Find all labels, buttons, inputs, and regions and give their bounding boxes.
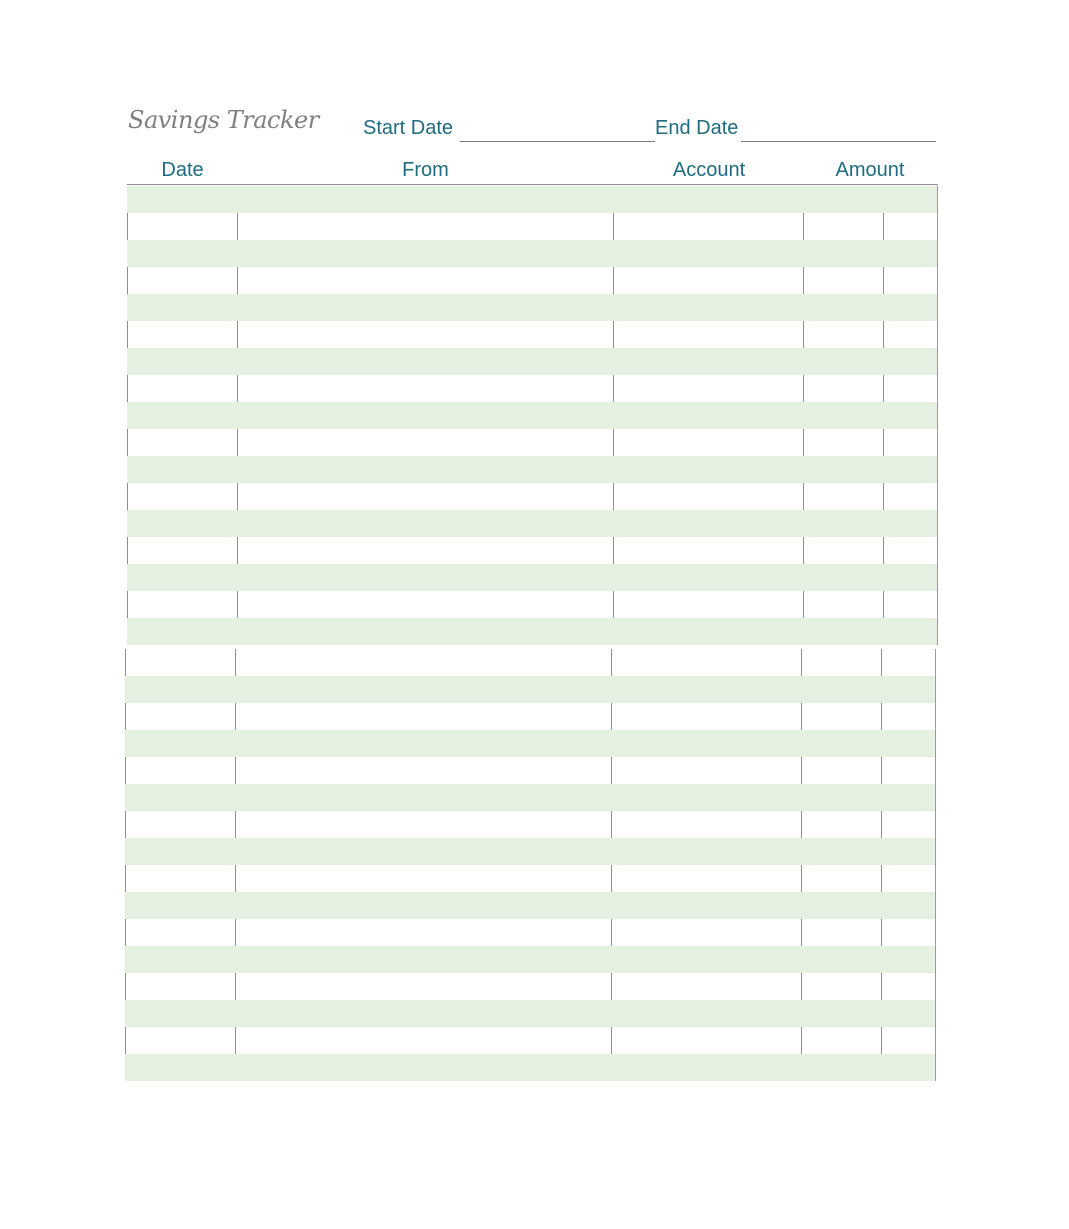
column-divider bbox=[881, 919, 882, 946]
ledger-table-upper bbox=[127, 186, 938, 645]
column-divider bbox=[125, 919, 126, 946]
column-divider bbox=[237, 267, 238, 294]
column-divider bbox=[611, 811, 612, 838]
column-divider bbox=[237, 429, 238, 456]
ledger-row-shaded[interactable] bbox=[125, 1054, 936, 1081]
column-divider bbox=[883, 321, 884, 348]
column-divider bbox=[611, 757, 612, 784]
ledger-row-shaded[interactable] bbox=[127, 186, 938, 213]
column-divider bbox=[801, 1027, 802, 1054]
column-divider bbox=[127, 537, 128, 564]
column-header-from: From bbox=[402, 159, 449, 181]
column-divider bbox=[125, 811, 126, 838]
column-divider bbox=[803, 213, 804, 240]
ledger-row-shaded[interactable] bbox=[125, 1000, 936, 1027]
ledger-row[interactable] bbox=[127, 537, 938, 564]
header-rule bbox=[127, 184, 938, 185]
column-divider bbox=[881, 703, 882, 730]
column-divider bbox=[127, 429, 128, 456]
ledger-row-shaded[interactable] bbox=[125, 784, 936, 811]
column-header-account: Account bbox=[672, 159, 746, 181]
column-divider bbox=[883, 267, 884, 294]
column-divider bbox=[803, 483, 804, 510]
column-divider bbox=[235, 811, 236, 838]
column-divider bbox=[237, 591, 238, 618]
ledger-row[interactable] bbox=[125, 703, 936, 730]
ledger-row-shaded[interactable] bbox=[125, 730, 936, 757]
column-divider bbox=[801, 919, 802, 946]
ledger-row-shaded[interactable] bbox=[127, 510, 938, 537]
column-divider bbox=[613, 213, 614, 240]
column-header-date: Date bbox=[161, 159, 204, 181]
column-divider bbox=[803, 321, 804, 348]
column-divider bbox=[883, 213, 884, 240]
column-divider bbox=[127, 483, 128, 510]
column-divider bbox=[613, 483, 614, 510]
column-divider bbox=[611, 865, 612, 892]
end-date-label: End Date bbox=[655, 117, 739, 139]
ledger-row-shaded[interactable] bbox=[127, 294, 938, 321]
column-divider bbox=[611, 703, 612, 730]
ledger-row[interactable] bbox=[127, 267, 938, 294]
ledger-row[interactable] bbox=[127, 321, 938, 348]
column-divider bbox=[611, 649, 612, 676]
column-divider bbox=[613, 375, 614, 402]
ledger-row[interactable] bbox=[127, 375, 938, 402]
ledger-row[interactable] bbox=[127, 591, 938, 618]
column-divider bbox=[881, 757, 882, 784]
column-divider bbox=[125, 973, 126, 1000]
start-date-field[interactable] bbox=[460, 141, 655, 142]
ledger-row[interactable] bbox=[125, 757, 936, 784]
column-divider bbox=[801, 757, 802, 784]
column-divider bbox=[613, 429, 614, 456]
page-title: Savings Tracker bbox=[128, 106, 319, 134]
column-divider bbox=[613, 591, 614, 618]
column-divider bbox=[881, 649, 882, 676]
start-date-label: Start Date bbox=[363, 117, 454, 139]
ledger-row[interactable] bbox=[125, 1027, 936, 1054]
ledger-row-shaded[interactable] bbox=[127, 456, 938, 483]
column-divider bbox=[803, 267, 804, 294]
column-divider bbox=[125, 865, 126, 892]
column-divider bbox=[613, 267, 614, 294]
ledger-row[interactable] bbox=[125, 919, 936, 946]
column-divider bbox=[237, 375, 238, 402]
column-divider bbox=[237, 321, 238, 348]
column-divider bbox=[883, 429, 884, 456]
column-divider bbox=[803, 537, 804, 564]
column-divider bbox=[801, 649, 802, 676]
ledger-row-shaded[interactable] bbox=[127, 348, 938, 375]
column-divider bbox=[611, 973, 612, 1000]
ledger-row-shaded[interactable] bbox=[125, 946, 936, 973]
ledger-row-shaded[interactable] bbox=[125, 676, 936, 703]
column-divider bbox=[881, 973, 882, 1000]
column-divider bbox=[125, 649, 126, 676]
table-right-border bbox=[937, 186, 938, 645]
column-divider bbox=[125, 1027, 126, 1054]
column-divider bbox=[127, 321, 128, 348]
column-divider bbox=[237, 213, 238, 240]
column-divider bbox=[237, 537, 238, 564]
ledger-row[interactable] bbox=[125, 865, 936, 892]
column-divider bbox=[883, 483, 884, 510]
table-right-border bbox=[935, 649, 936, 1081]
column-divider bbox=[127, 267, 128, 294]
ledger-row[interactable] bbox=[125, 973, 936, 1000]
ledger-row[interactable] bbox=[125, 649, 936, 676]
column-divider bbox=[235, 865, 236, 892]
ledger-row-shaded[interactable] bbox=[125, 892, 936, 919]
column-divider bbox=[801, 865, 802, 892]
column-divider bbox=[125, 757, 126, 784]
column-divider bbox=[881, 865, 882, 892]
column-divider bbox=[883, 591, 884, 618]
ledger-row-shaded[interactable] bbox=[127, 618, 938, 645]
column-divider bbox=[127, 213, 128, 240]
column-divider bbox=[801, 973, 802, 1000]
ledger-row[interactable] bbox=[127, 429, 938, 456]
column-divider bbox=[235, 919, 236, 946]
ledger-row-shaded[interactable] bbox=[127, 240, 938, 267]
column-divider bbox=[613, 537, 614, 564]
column-divider bbox=[235, 649, 236, 676]
column-divider bbox=[801, 811, 802, 838]
column-divider bbox=[883, 375, 884, 402]
column-divider bbox=[611, 1027, 612, 1054]
column-divider bbox=[127, 591, 128, 618]
column-divider bbox=[125, 703, 126, 730]
ledger-row[interactable] bbox=[127, 483, 938, 510]
ledger-row-shaded[interactable] bbox=[127, 564, 938, 591]
column-divider bbox=[803, 429, 804, 456]
column-divider bbox=[611, 919, 612, 946]
ledger-table-lower bbox=[125, 649, 936, 1081]
column-divider bbox=[801, 703, 802, 730]
column-header-amount: Amount bbox=[835, 159, 905, 181]
ledger-row-shaded[interactable] bbox=[127, 402, 938, 429]
column-divider bbox=[803, 591, 804, 618]
column-divider bbox=[881, 1027, 882, 1054]
ledger-row[interactable] bbox=[125, 811, 936, 838]
column-divider bbox=[127, 375, 128, 402]
column-divider bbox=[235, 973, 236, 1000]
end-date-field[interactable] bbox=[741, 141, 936, 142]
column-divider bbox=[803, 375, 804, 402]
column-divider bbox=[613, 321, 614, 348]
column-divider bbox=[883, 537, 884, 564]
column-divider bbox=[235, 703, 236, 730]
column-divider bbox=[881, 811, 882, 838]
column-divider bbox=[237, 483, 238, 510]
column-divider bbox=[235, 1027, 236, 1054]
ledger-row[interactable] bbox=[127, 213, 938, 240]
column-divider bbox=[235, 757, 236, 784]
ledger-row-shaded[interactable] bbox=[125, 838, 936, 865]
